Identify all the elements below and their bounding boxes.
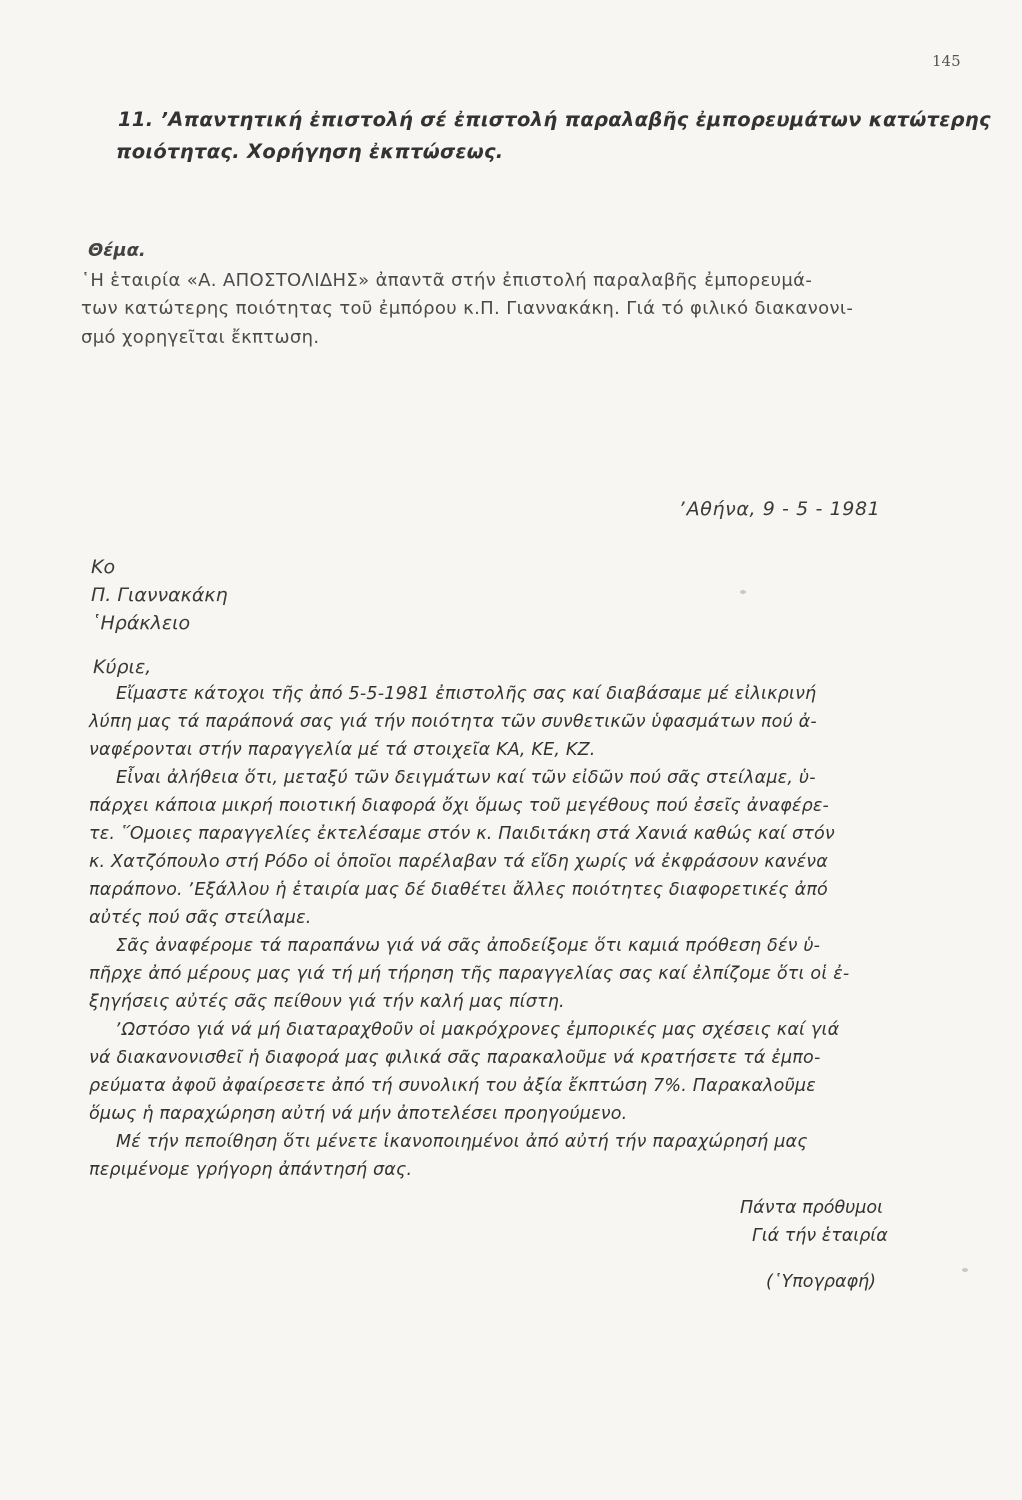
- scan-speck: [962, 1268, 968, 1272]
- page-number: 145: [932, 52, 961, 70]
- closing-line-1: Πάντα πρόθυμοι: [740, 1198, 884, 1218]
- body-line: πῆρχε ἀπό μέρους μας γιά τή μή τήρηση τῆς παραγγελίας σας καί ἐλπίζομε ὅτι οἱ ἐ-: [89, 964, 850, 984]
- body-line: Σᾶς ἀναφέρομε τά παραπάνω γιά νά σᾶς ἀποδείξομε ὅτι καμιά πρόθεση δέν ὑ-: [116, 936, 821, 956]
- body-line: ναφέρονται στήν παραγγελία μέ τά στοιχεῖα ΚΑ, ΚΕ, ΚΖ.: [89, 740, 596, 760]
- body-line: πάρχει κάποια μικρή ποιοτική διαφορά ὄχι ὅμως τοῦ μεγέθους πού ἐσεῖς ἀναφέρε-: [89, 796, 830, 816]
- recipient-name: Π. Γιαννακάκη: [91, 584, 228, 606]
- summary-line-3: σμό χορηγεῖται ἔκπτωση.: [81, 327, 320, 348]
- body-line: παράπονο. ʼΕξάλλου ἡ ἑταιρία μας δέ διαθέτει ἄλλες ποιότητες διαφορετικές ἀπό: [89, 880, 828, 900]
- section-title-line-2: ποιότητας. Χορήγηση ἐκπτώσεως.: [116, 140, 504, 163]
- section-title-line-1: 11. ʼΑπαντητική ἐπιστολή σέ ἐπιστολή παραλαβῆς ἐμπορευμάτων κατώτερης: [118, 108, 991, 131]
- scan-speck: [740, 590, 746, 594]
- body-line: αὐτές πού σᾶς στείλαμε.: [89, 908, 312, 928]
- body-line: τε. ῞Ομοιες παραγγελίες ἐκτελέσαμε στόν κ. Παιδιτάκη στά Χανιά καθώς καί στόν: [89, 824, 835, 844]
- summary-line-1: ῾Η ἑταιρία «Α. ΑΠΟΣΤΟΛΙΔΗΣ» ἀπαντᾶ στήν ἐπιστολή παραλαβῆς ἐμπορευμά-: [81, 270, 813, 291]
- body-line: κ. Χατζόπουλο στή Ρόδο οἱ ὁποῖοι παρέλαβαν τά εἴδη χωρίς νά ἐκφράσουν κανένα: [89, 852, 829, 872]
- body-line: Εἴμαστε κάτοχοι τῆς ἀπό 5-5-1981 ἐπιστολῆς σας καί διαβάσαμε μέ εἰλικρινή: [116, 684, 817, 704]
- body-line: περιμένομε γρήγορη ἀπάντησή σας.: [89, 1160, 413, 1180]
- summary-line-2: των κατώτερης ποιότητας τοῦ ἐμπόρου κ.Π. Γιαννακάκη. Γιά τό φιλικό διακανονι-: [81, 298, 854, 319]
- letter-date: ʼΑθήνα, 9 - 5 - 1981: [680, 498, 881, 520]
- body-line: νά διακανονισθεῖ ἡ διαφορά μας φιλικά σᾶς παρακαλοῦμε νά κρατήσετε τά ἐμπο-: [89, 1048, 821, 1068]
- recipient-city: ῾Ηράκλειο: [91, 612, 191, 634]
- body-line: ὅμως ἡ παραχώρηση αὐτή νά μήν ἀποτελέσει προηγούμενο.: [89, 1104, 628, 1124]
- recipient-title: Κο: [91, 556, 116, 578]
- body-line: Εἶναι ἀλήθεια ὅτι, μεταξύ τῶν δειγμάτων καί τῶν εἰδῶν πού σᾶς στείλαμε, ὑ-: [116, 768, 816, 788]
- signature-placeholder: (῾Υπογραφή): [766, 1272, 876, 1292]
- subject-label: Θέμα.: [88, 240, 146, 261]
- body-line: ʼΩστόσο γιά νά μή διαταραχθοῦν οἱ μακρόχρονες ἐμπορικές μας σχέσεις καί γιά: [116, 1020, 840, 1040]
- closing-line-2: Γιά τήν ἑταιρία: [752, 1226, 888, 1246]
- body-line: λύπη μας τά παράπονά σας γιά τήν ποιότητα τῶν συνθετικῶν ὑφασμάτων πού ἀ-: [89, 712, 817, 732]
- body-line: ξηγήσεις αὐτές σᾶς πείθουν γιά τήν καλή μας πίστη.: [89, 992, 565, 1012]
- salutation: Κύριε,: [93, 656, 152, 678]
- body-line: Μέ τήν πεποίθηση ὅτι μένετε ἱκανοποιημένοι ἀπό αὐτή τήν παραχώρησή μας: [116, 1132, 808, 1152]
- body-line: ρεύματα ἀφοῦ ἀφαίρεσετε ἀπό τή συνολική του ἀξία ἔκπτώση 7%. Παρακαλοῦμε: [89, 1076, 816, 1096]
